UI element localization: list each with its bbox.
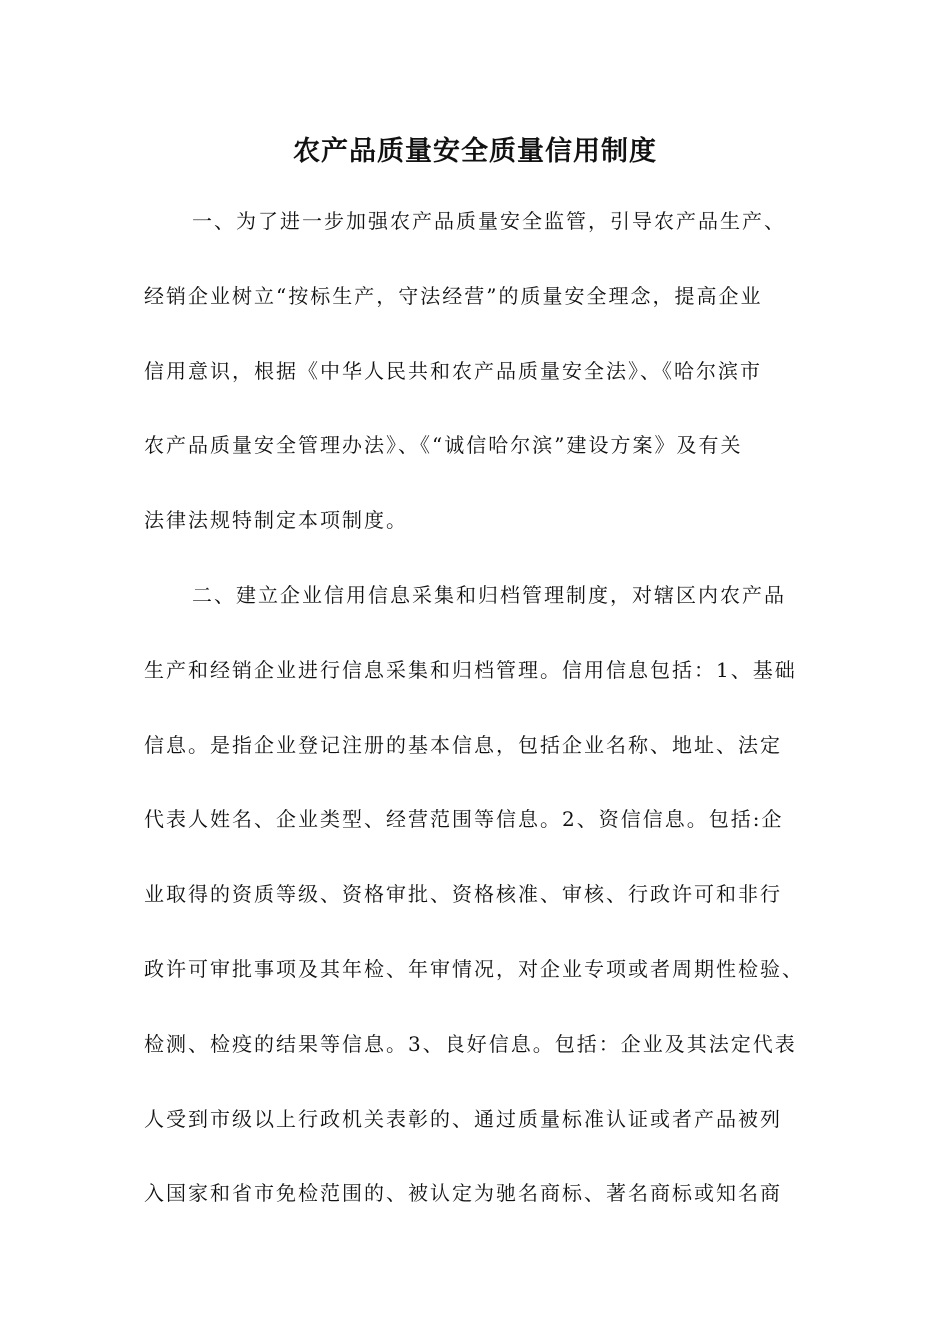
paragraph-line: 二、建立企业信用信息采集和归档管理制度，对辖区内农产品 (192, 582, 786, 607)
paragraph-line: 农产品质量安全管理办法》、《“诚信哈尔滨”建设方案》及有关 (144, 433, 743, 458)
paragraph-line: 信用意识，根据《中华人民共和农产品质量安全法》、《哈尔滨市 (144, 358, 762, 383)
paragraph-line: 一、为了进一步加强农产品质量安全监管，引导农产品生产、 (192, 209, 786, 233)
paragraph-line: 人受到市级以上行政机关表彰的、通过质量标准认证或者产品被列 (144, 1106, 782, 1131)
paragraph-line: 法律法规特制定本项制度。 (144, 508, 408, 533)
paragraph-line: 信息。是指企业登记注册的基本信息，包括企业名称、地址、法定 (144, 732, 782, 757)
paragraph-line: 入国家和省市免检范围的、被认定为驰名商标、著名商标或知名商 (144, 1181, 782, 1206)
paragraph-line: 生产和经销企业进行信息采集和归档管理。信用信息包括：1、基础 (144, 657, 797, 682)
document-title: 农产品质量安全质量信用制度 (293, 136, 657, 167)
document-body (144, 184, 824, 1231)
paragraph-line: 业取得的资质等级、资格审批、资格核准、审核、行政许可和非行 (144, 882, 782, 907)
paragraph-line: 代表人姓名、企业类型、经营范围等信息。2、资信信息。包括:企 (144, 807, 784, 832)
paragraph-line: 经销企业树立“按标生产，守法经营”的质量安全理念，提高企业 (144, 283, 763, 308)
paragraph-line: 检测、检疫的结果等信息。3、良好信息。包括：企业及其法定代表 (144, 1031, 797, 1056)
paragraph-line: 政许可审批事项及其年检、年审情况，对企业专项或者周期性检验、 (144, 956, 804, 981)
